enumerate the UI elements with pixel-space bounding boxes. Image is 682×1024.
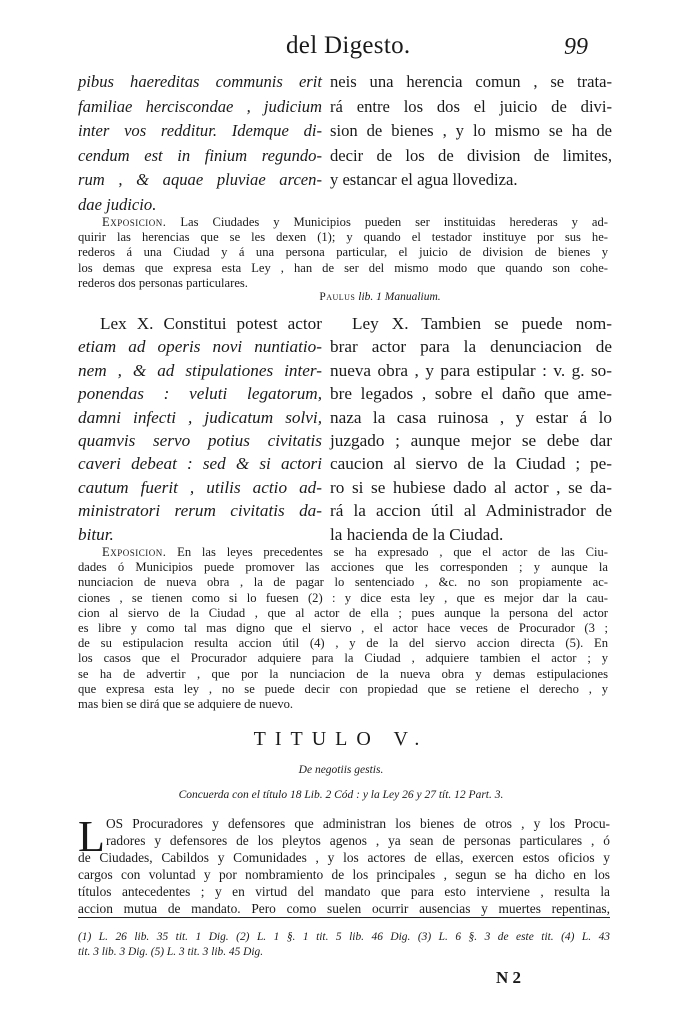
- drop-cap: L: [78, 812, 105, 861]
- latin-line: cautum fuerit , utilis actio ad-: [78, 477, 322, 497]
- exposition-line: cion al siervo de la Ciudad , que al actor de ella ; pues aunque la persona del actor: [78, 605, 608, 620]
- spanish-column-2: [330, 312, 612, 546]
- latin-line: damni infecti , judicatum solvi,: [78, 407, 322, 427]
- spanish-line: Ley X. Tambien se puede nom-: [352, 314, 612, 333]
- latin-line: Lex X. Constitui potest actor: [100, 314, 322, 333]
- parallel-text-block-2: [78, 312, 612, 544]
- latin-line: etiam ad operis novi nuntiatio-: [78, 337, 322, 357]
- spanish-line: decir de los de division de limites,: [330, 145, 612, 165]
- source-citation: [240, 291, 520, 303]
- latin-line: nem , & ad stipulationes inter-: [78, 360, 322, 380]
- spanish-line: la hacienda de la Ciudad.: [330, 524, 504, 544]
- spanish-line: y estancar el agua llovediza.: [330, 170, 518, 190]
- citation-author: Paulus: [319, 291, 356, 303]
- exposition-line: quirir las herencias que se les dexen (1); y quando el testador instituye por sus he-: [78, 230, 608, 245]
- exposition-label: Exposicion.: [102, 545, 167, 559]
- section-subtitle: De negotiis gestis.: [298, 764, 384, 776]
- spanish-line: brar actor para la denunciacion de: [330, 337, 612, 357]
- intro-line: radores y defensores de los pleytos agenos , ya sean de personas particulares , ó: [106, 833, 610, 848]
- spanish-column-1: [330, 70, 612, 193]
- latin-line: caveri debeat : sed & si actori: [78, 454, 322, 474]
- latin-column-2: [78, 312, 322, 546]
- latin-line: cendum est in finium regundo-: [78, 145, 322, 165]
- latin-line: inter vos redditur. Idemque di-: [78, 121, 322, 141]
- exposition-2: [78, 545, 608, 712]
- latin-line: familiae herciscondae , judicium: [78, 96, 322, 116]
- spanish-line: bre legados , sobre el daño que ame-: [330, 384, 612, 404]
- intro-line: cargos con voluntad y por nombramiento de los principales , segun se ha dicho en los: [78, 867, 610, 882]
- running-title: del Digesto.: [286, 32, 411, 59]
- spanish-line: naza la casa ruinosa , y estar á lo: [330, 407, 612, 427]
- exposition-line: mas bien se dirá que se adquiere de nuevo.: [78, 696, 294, 711]
- spanish-line: rá la accion útil al Administrador de: [330, 501, 612, 521]
- exposition-line: rederos dos personas particulares.: [78, 275, 248, 290]
- spanish-line: juzgado ; aunque mejor se debe dar: [330, 430, 612, 450]
- exposition-line: dades ó Municipios puede promover las acciones que les corresponden ; y aunque la: [78, 560, 608, 575]
- spanish-line: sion de bienes , y lo mismo se ha de: [330, 121, 612, 141]
- latin-line: pibus haereditas communis erit: [78, 72, 322, 91]
- exposition-line: rederos á una Ciudad y á una persona particular, el juicio de division de bienes y: [78, 245, 608, 260]
- exposition-line: [78, 215, 608, 230]
- footnote-line: tit. 3 lib. 3 Dig. (5) L. 3 tit. 3 lib. 45 Dig.: [78, 946, 264, 958]
- exposition-text: En las leyes precedentes se ha expresado , que el actor de las Ciu-: [177, 545, 608, 559]
- exposition-1: [78, 215, 608, 291]
- exposition-label: Exposicion.: [102, 215, 167, 229]
- latin-column-1: [78, 70, 322, 218]
- section-title: TITULO V.: [253, 728, 429, 750]
- exposition-line: nunciacion de nueva obra , la de pagar lo sentenciado , &c. no son propiamente ac-: [78, 575, 608, 590]
- intro-line: de Ciudades, Cabildos y Comunidades , y los actores de ellas, exercen estos oficios y: [78, 850, 610, 865]
- footnote-line: (1) L. 26 lib. 35 tit. 1 Dig. (2) L. 1 §. 1 tit. 5 lib. 46 Dig. (3) L. 6 §. 3 de este tit. (4) L. 43: [78, 931, 610, 943]
- exposition-text: Las Ciudades y Municipios pueden ser instituidas herederas y ad-: [180, 215, 608, 229]
- page-number: 99: [564, 34, 588, 60]
- latin-line: rum , & aquae pluviae arcen-: [78, 170, 322, 190]
- intro-paragraph: [78, 812, 610, 917]
- parallel-text-block-1: [78, 70, 612, 214]
- intro-line: accion mutua de mandato. Pero como suelen ocurrir ausencias y muertes repentinas,: [78, 901, 610, 916]
- exposition-line: de su estipulacion resulta accion útil (4) , y de la del siervo accion directa (5). En: [78, 636, 608, 651]
- footnote-rule: [78, 917, 610, 918]
- spanish-line: neis una herencia comun , se trata-: [330, 72, 612, 91]
- exposition-line: [78, 545, 608, 560]
- spanish-line: ro si se hubiese dado al actor , se da-: [330, 477, 612, 497]
- exposition-line: es libre y como tal mas digno que el siervo , el actor hace veces de Procurador (3 ;: [78, 620, 608, 635]
- exposition-line: que expresa esta ley , no se puede decir con propiedad que se retiene el derecho , y: [78, 681, 608, 696]
- latin-line: dae judicio.: [78, 194, 157, 214]
- latin-line: quamvis servo potius civitatis: [78, 430, 322, 450]
- footnotes: [78, 930, 610, 960]
- spanish-line: nueva obra , y para estipular : v. g. so-: [330, 360, 612, 380]
- running-head: [0, 30, 682, 70]
- section-concordance: Concuerda con el título 18 Lib. 2 Cód : y la Ley 26 y 27 tít. 12 Part. 3.: [178, 789, 504, 801]
- latin-line: ministratori rerum civitatis da-: [78, 501, 322, 521]
- citation-work: lib. 1 Manualium.: [358, 291, 441, 303]
- intro-line: títulos antecedentes ; y en virtud del mandato que para esto interviene , resulta la: [78, 884, 610, 899]
- exposition-line: ciones , se tienen como si lo fuesen (2) : y dice esta ley , que es mejor dar la cau-: [78, 590, 608, 605]
- latin-line: bitur.: [78, 524, 114, 544]
- exposition-line: se ha de advertir , que por la nunciacion de la nueva obra y demas estipulaciones: [78, 666, 608, 681]
- exposition-line: los demas que expresa esta Ley , han de ser del mismo modo que quando son cohe-: [78, 260, 608, 275]
- spanish-line: caucion al siervo de la Ciudad ; pe-: [330, 454, 612, 474]
- intro-line: OS Procuradores y defensores que administran los bienes de otros , y los Procu-: [106, 816, 610, 831]
- latin-line: ponendas : veluti legatorum,: [78, 384, 322, 404]
- exposition-line: los casos que el Procurador adquiere para la Ciudad , adquiere tambien el actor ; y: [78, 651, 608, 666]
- spanish-line: rá entre los dos el juicio de divi-: [330, 96, 612, 116]
- signature-mark: N 2: [496, 968, 522, 987]
